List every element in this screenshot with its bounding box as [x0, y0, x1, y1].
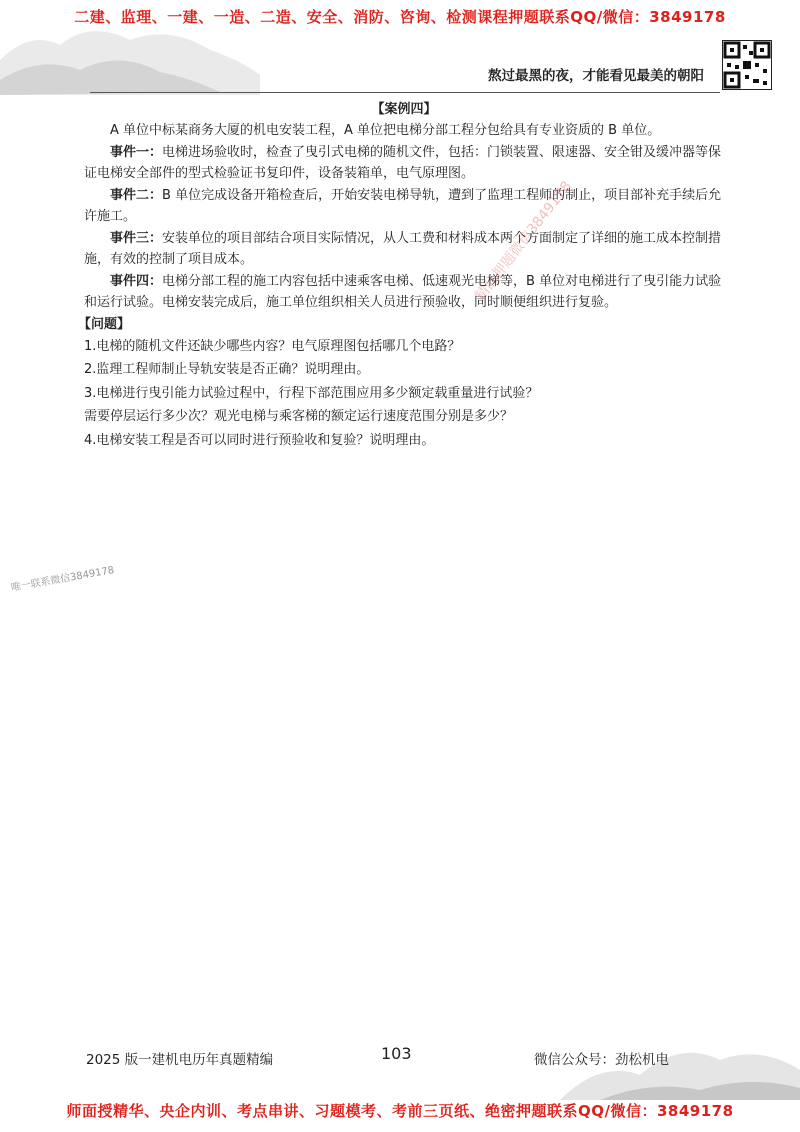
question-item: 需要停层运行多少次？观光电梯与乘客梯的额定运行速度范围分别是多少？: [84, 409, 514, 424]
event-paragraph: [84, 143, 724, 184]
event-text: 电梯分部工程的施工内容包括中速乘客电梯、低速观光电梯等，B 单位对电梯进行了曳引能力试验和运行试验。电梯安装完成后，施工单位组织相关人员进行预验收，同时顺便组织进行复验。: [84, 274, 722, 310]
event-paragraph: [84, 272, 724, 313]
case-intro: A 单位中标某商务大厦的机电安装工程，A 单位把电梯分部工程分包给具有专业资质的 B 单位。: [110, 122, 661, 138]
top-promo-banner: 二建、监理、一建、一造、二造、安全、消防、咨询、检测课程押题联系QQ/微信：3849178: [74, 8, 726, 26]
footer-wechat-account: 微信公众号：劲松机电: [534, 1052, 669, 1068]
case-content: [78, 100, 724, 454]
qr-code-icon: [722, 40, 772, 90]
case-title: 【案例四】: [371, 102, 437, 117]
question-item: 1.电梯的随机文件还缺少哪些内容？电气原理图包括哪几个电路？: [84, 338, 461, 354]
event-label: 事件一：: [110, 145, 163, 160]
diagonal-watermark: 精品押题微信3849178: [472, 178, 576, 304]
header-slogan: 熬过最黑的夜，才能看见最美的朝阳: [488, 68, 704, 84]
event-label: 事件四：: [110, 274, 163, 289]
question-item: 2.监理工程师制止导轨安装是否正确？说明理由。: [84, 362, 370, 377]
event-label: 事件三：: [110, 231, 163, 246]
event-paragraph: [84, 186, 724, 227]
page-number: 103: [381, 1044, 412, 1063]
bottom-promo-banner: 师面授精华、央企内训、考点串讲、习题模考、考前三页纸、绝密押题联系QQ/微信：3849178: [66, 1102, 734, 1120]
event-paragraph: [84, 229, 724, 270]
header-divider: [90, 92, 720, 93]
event-text: 安装单位的项目部结合项目实际情况，从人工费和材料成本两个方面制定了详细的施工成本控制措施，有效的控制了项目成本。: [84, 231, 722, 267]
question-item: 3.电梯进行曳引能力试验过程中，行程下部范围应用多少额定载重量进行试验？: [84, 385, 539, 401]
event-text: B 单位完成设备开箱检查后，开始安装电梯导轨，遭到了监理工程师的制止，项目部补充手续后允许施工。: [84, 188, 722, 224]
footer-book-title: 2025 版一建机电历年真题精编: [86, 1052, 274, 1068]
questions-title: 【问题】: [78, 317, 131, 332]
event-text: 电梯进场验收时，检查了曳引式电梯的随机文件，包括：门锁装置、限速器、安全钳及缓冲器等保证电梯安全部件的型式检验证书复印件，设备装箱单，电气原理图。: [84, 145, 722, 181]
question-item: 4.电梯安装工程是否可以同时进行预验收和复验？说明理由。: [84, 432, 435, 448]
event-label: 事件二：: [110, 188, 163, 203]
side-watermark: 唯一联系微信3849178: [10, 564, 116, 594]
